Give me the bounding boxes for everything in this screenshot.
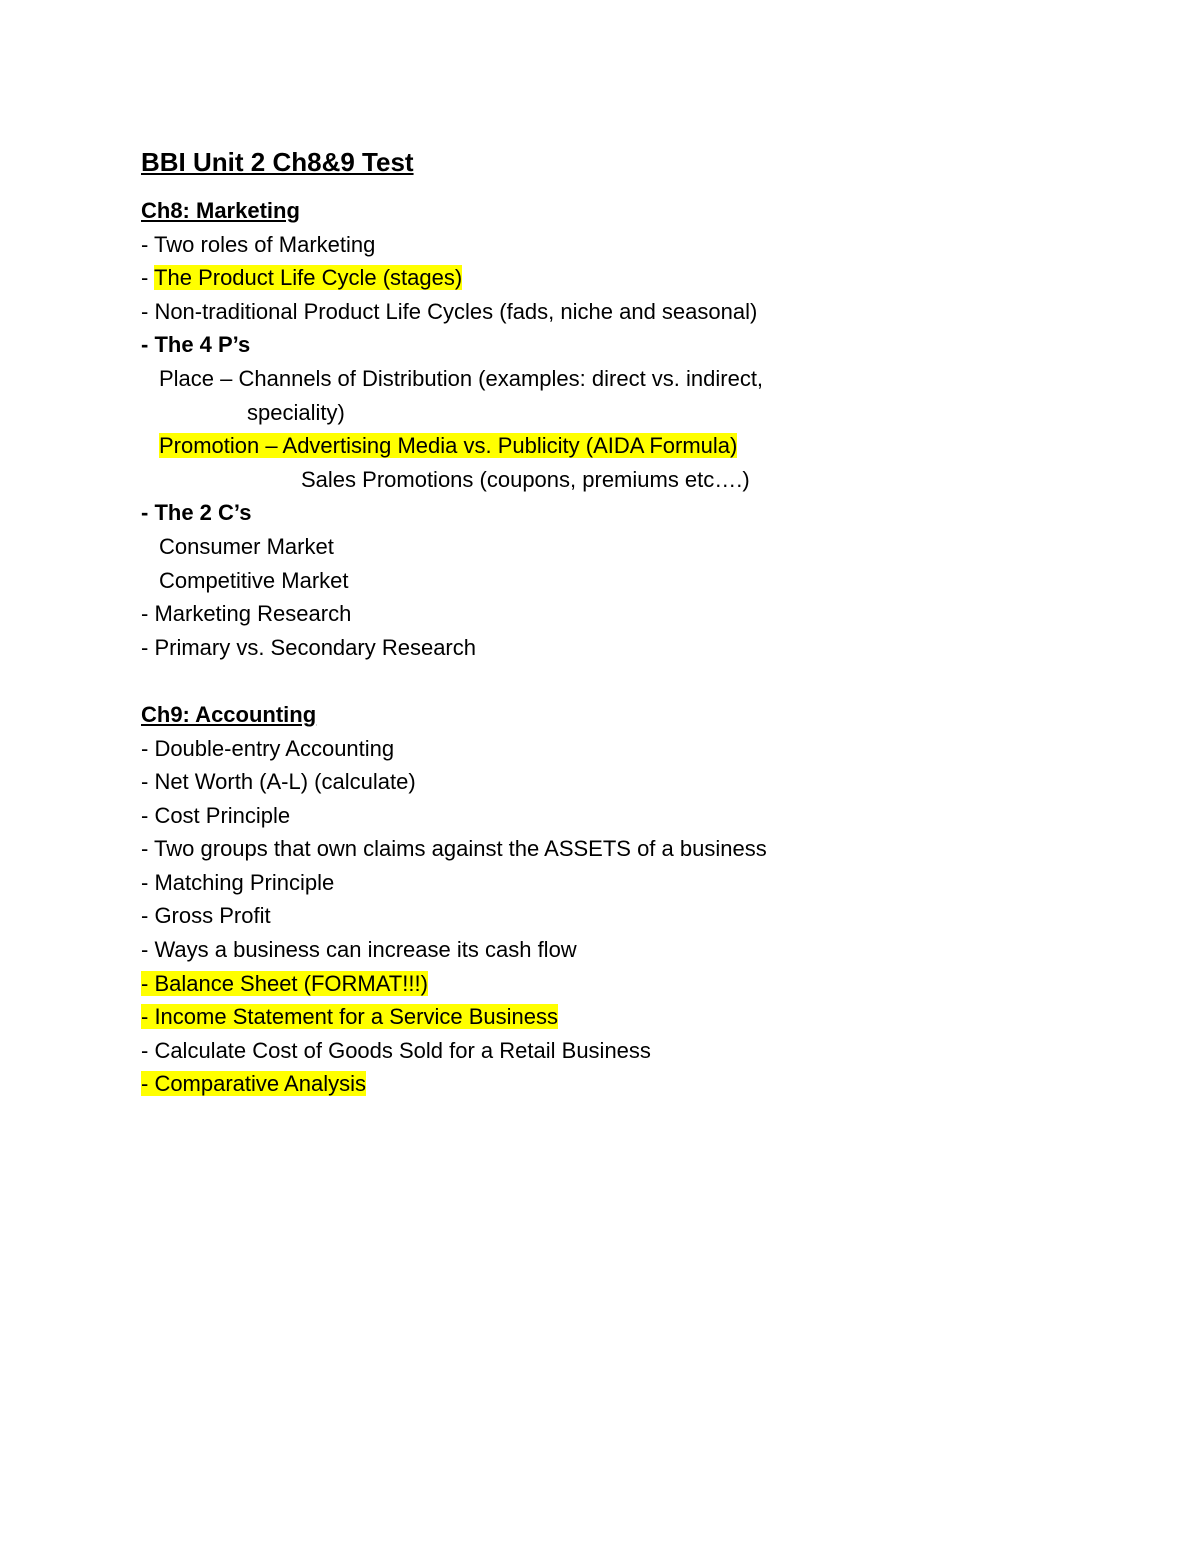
list-subitem: Sales Promotions (coupons, premiums etc….) xyxy=(301,466,750,492)
list-item: - Two groups that own claims against the ASSETS of a business xyxy=(141,836,767,862)
list-subitem: Competitive Market xyxy=(159,567,349,593)
ch8-heading: Ch8: Marketing xyxy=(141,198,300,223)
list-item: - Double-entry Accounting xyxy=(141,735,395,761)
list-item: - Marketing Research xyxy=(141,601,352,627)
highlighted-text: The Product Life Cycle (stages) xyxy=(154,265,463,291)
list-item: - Calculate Cost of Goods Sold for a Retail Business xyxy=(141,1037,651,1063)
list-subitem xyxy=(141,429,1141,463)
highlighted-text: - Income Statement for a Service Business xyxy=(141,1004,558,1030)
list-item xyxy=(141,967,1141,1001)
highlighted-text: - Balance Sheet (FORMAT!!!) xyxy=(141,970,428,996)
list-subitem: Place – Channels of Distribution (examples: direct vs. indirect, xyxy=(159,365,764,391)
list-item: - The 2 C’s xyxy=(141,500,252,526)
list-item: - Cost Principle xyxy=(141,802,291,828)
document-title: BBI Unit 2 Ch8&9 Test xyxy=(141,147,414,177)
highlighted-text: - Comparative Analysis xyxy=(141,1071,366,1097)
section-spacer xyxy=(141,664,1141,698)
list-subitem-continuation: speciality) xyxy=(247,399,345,425)
list-item: - Net Worth (A-L) (calculate) xyxy=(141,769,416,795)
bullet-dash: - xyxy=(141,265,155,291)
document-page xyxy=(141,140,1141,1101)
list-item: - Matching Principle xyxy=(141,869,335,895)
list-item: - The 4 P’s xyxy=(141,332,251,358)
list-item: - Primary vs. Secondary Research xyxy=(141,634,476,660)
list-item xyxy=(141,1067,1141,1101)
ch9-heading: Ch9: Accounting xyxy=(141,701,317,727)
list-item: - Non-traditional Product Life Cycles (fads, niche and seasonal) xyxy=(141,298,758,324)
list-item: - Gross Profit xyxy=(141,903,271,929)
list-subitem: Consumer Market xyxy=(159,533,334,559)
list-item xyxy=(141,1000,1141,1034)
list-item: - Two roles of Marketing xyxy=(141,231,376,257)
list-item: - Ways a business can increase its cash flow xyxy=(141,937,577,963)
highlighted-text: Promotion – Advertising Media vs. Publicity (AIDA Formula) xyxy=(159,433,738,459)
list-item xyxy=(141,261,1141,295)
